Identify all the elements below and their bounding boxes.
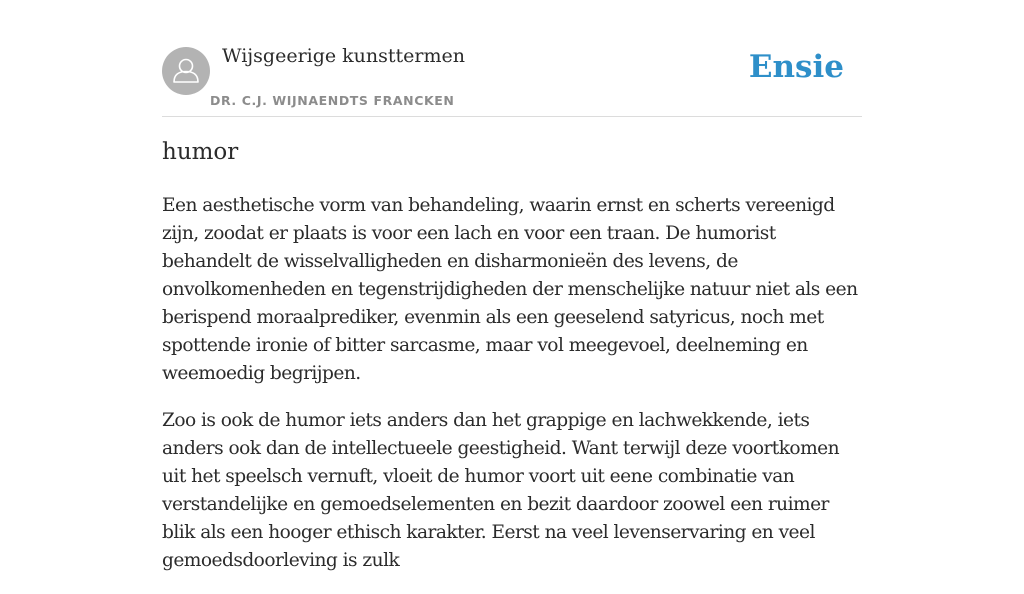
entry-paragraph: Een aesthetische vorm van behandeling, waarin ernst en scherts vereenigd zijn, zoodat er plaats is voor een lach en voor een traan. De humorist behandelt de wisselvalligheden en disharmonieën des levens, de onvolkomenheden en tegenstrijdigheden der menschelijke natuur niet als een berispend moraalprediker, evenmin als een geeselend satyricus, noch met spottende ironie of bitter sarcasme, maar vol meegevoel, deelneming en weemoedig begrijpen. — [162, 195, 858, 384]
entry-term: humor — [162, 139, 239, 165]
author-name[interactable]: DR. C.J. WIJNAENDTS FRANCKEN — [210, 93, 455, 108]
header — [162, 40, 862, 117]
entry-body — [162, 192, 862, 594]
book-title[interactable]: Wijsgeerige kunsttermen — [222, 45, 466, 67]
entry-paragraph: Zoo is ook de humor iets anders dan het grappige en lachwekkende, iets anders ook dan de intellectueele geestigheid. Want terwijl deze voortkomen uit het speelsch vernuft, vloeit de humor voort uit eene combinatie van verstandelijke en gemoedselementen en bezit daardoor zoowel een ruimer blik als een hooger ethisch karakter. Eerst na veel levenservaring en veel gemoedsdoorleving is zulk — [162, 410, 840, 571]
ensie-logo[interactable]: Ensie — [748, 49, 844, 85]
person-icon — [162, 47, 210, 95]
author-avatar[interactable] — [162, 47, 210, 95]
